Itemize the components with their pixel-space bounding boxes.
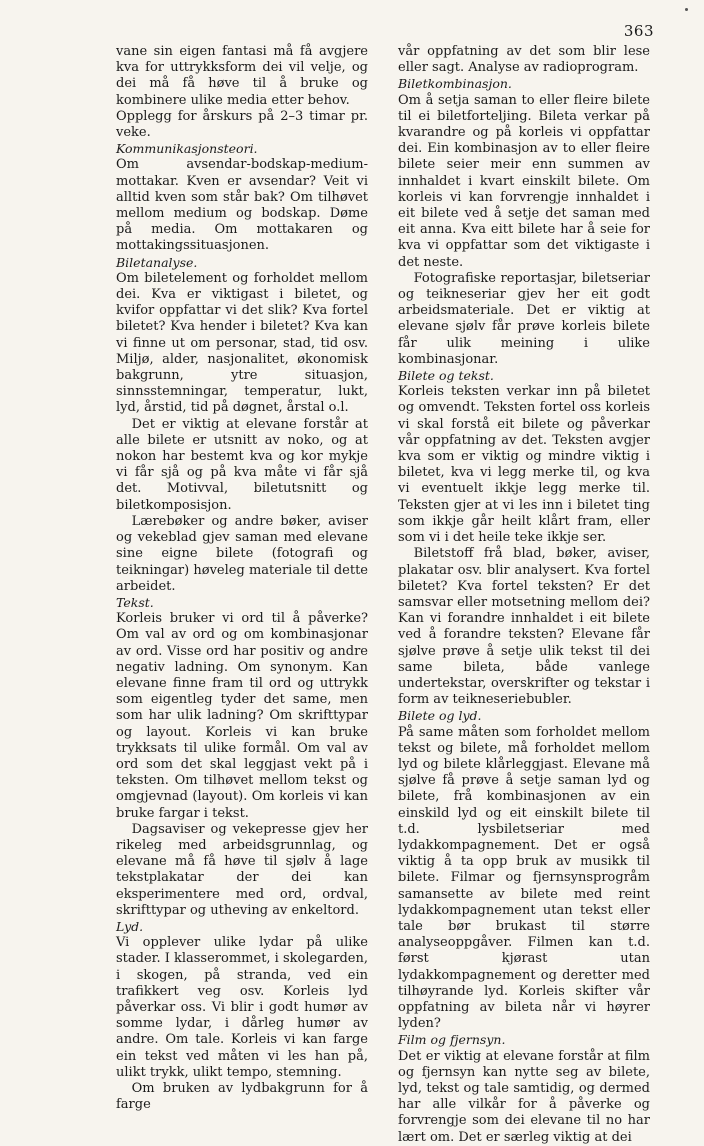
section-heading: Film og fjernsyn. [398,1032,506,1048]
paragraph: Dagsaviser og vekepresse gjev her rikeleg med arbeidsgrunnlag, og elevane må få høve til sjølv å lage tekstplakatar der dei kan eksperimentere med ord, ordval, skrifttypar og utheving av enkeltord. [116,821,368,918]
scan-speck [685,8,688,11]
paragraph: Fotografiske reportasjar, biletseriar og teikneseriar gjev her eit godt arbeidsmateriale. Det er viktig at elevane sjølv får prøve korleis bilete får ulik meining i ulike kombinasjonar. [398,270,650,367]
right-column [398,44,650,1146]
paragraph: Vi opplever ulike lydar på ulike stader. I klasserommet, i skolegarden, i skogen, på stranda, ved ein trafikkert veg osv. Korleis lyd påverkar oss. Vi blir i godt humør av somme lydar, i dårleg humør av andre. Om tale. Korleis vi kan farge ein tekst ved måten vi les han på, ulikt trykk, ulikt tempo, stemning. [116,935,369,1080]
section-heading: Biletkombinasjon. [398,76,512,92]
page-number: 363 [623,22,654,40]
section-heading: Biletanalyse. [116,254,198,270]
paragraph: Om biletelement og forholdet mellom dei. Kva er viktigast i biletet, og kvifor oppfattar vi det slik? Kva fortel biletet? Kva hender i biletet? Kva kan vi finne ut om personar, stad, tid osv. Miljø, alder, nasjonalitet, økonomisk bakgrunn, ytre situasjon, sinnsstemningar, temperatur, lukt, lyd, årstid, tid på døgnet, årstal o.l. [116,270,368,416]
paragraph: Om bruken av lydbakgrunn for å farge [116,1081,368,1113]
paragraph: Korleis teksten verkar inn på biletet og omvendt. Teksten fortel oss korleis vi skal forstå eit bilete og påverkar vår oppfatning av det. Teksten avgjer kva som er viktig og mindre viktig i biletet, kva vi legg merke til, og kva vi eventuelt ikkje legg merke til. Teksten gjer at vi les inn i biletet ting som ikkje går heilt klårt fram, eller som vi i det heile teke ikkje ser. [398,384,650,546]
paragraph: Det er viktig at elevane forstår at alle bilete er utsnitt av noko, og at nokon har bestemt kva og kor mykje vi får sjå og på kva måte vi får sjå det. Motivval, biletutsnitt og biletkomposisjon. [116,416,368,513]
paragraph: Om å setja saman to eller fleire bilete til ei biletforteljing. Bileta verkar på kvarandre og på korleis vi oppfattar dei. Ein kombinasjon av to eller fleire bilete seier meir enn summen av innhaldet i kvart einskilt bilete. Om korleis vi kan forvrengje innhaldet i eit bilete ved å setje det saman med eit anna. Kva eitt bilete har å seie for kva vi oppfattar som det viktigaste i det neste. [398,92,650,270]
left-column [116,44,368,1113]
paragraph: vår oppfatning av det som blir lese eller sagt. Analyse av radioprogram. [398,44,650,76]
section-heading: Tekst. [116,594,154,610]
paragraph: På same måten som forholdet mellom tekst og bilete, må forholdet mellom lyd og bilete klårleggjast. Elevane må sjølve få prøve å setje saman lyd og bilete, frå kombinasjonen av ein einskild lyd og eit einskilt bilete til t.d. lysbiletseriar med lydakkompagnement. Det er også viktig å ta opp bruk av musikk til bilete. Filmar og fjernsynsprogråm samansette av bilete med reint lydakkompagnement utan tekst eller tale bør brukast til større analyseoppgåver. Filmen kan t.d. først kjørast utan lydakkompagnement og deretter med tilhøyrande lyd. Korleis skifter vår oppfatning av bileta når vi høyrer lyden? [398,724,650,1032]
paragraph: Biletstoff frå blad, bøker, aviser, plakatar osv. blir analysert. Kva fortel biletet? Kva fortel teksten? Er det samsvar eller motsetning mellom dei? Kan vi forandre innhaldet i eit bilete ved å forandre teksten? Elevane får sjølve prøve å setje ulik tekst til dei same bileta, både vanlege undertekstar, overskrifter og tekstar i form av teikneseriebubler. [398,546,650,708]
section-heading: Kommunikasjonsteori. [116,141,258,157]
section-heading: Lyd. [116,918,144,934]
section-heading: Bilete og lyd. [398,708,482,724]
paragraph: Om avsendar-bodskap-medium-mottakar. Kven er avsendar? Veit vi alltid kven som står bak? Om tilhøvet mellom medium og bodskap. Døme på media. Om mottakaren og mottakingssituasjonen. [116,157,368,254]
paragraph: Opplegg for årskurs på 2–3 timar pr. veke. [116,108,368,141]
paragraph: Korleis bruker vi ord til å påverke? Om val av ord og om kombinasjonar av ord. Visse ord har positiv og andre negativ ladning. Om synonym. Kan elevane finne fram til ord og uttrykk som eigentleg tyder det same, men som har ulik ladning? Om skrifttypar og layout. Korleis vi kan bruke trykksats til ulike formål. Om val av ord som det skal leggjast vekt på i teksten. Om tilhøvet mellom tekst og omgjevnad (layout). Om korleis vi kan bruke fargar i tekst. [116,611,368,821]
section-heading: Bilete og tekst. [398,368,494,384]
paragraph: Det er viktig at elevane forstår at film og fjernsyn kan nytte seg av bilete, lyd, tekst og tale samtidig, og dermed har alle vilkår for å påverke og forvrengje som dei elevane til no har lært om. Det er særleg viktig at dei [398,1048,650,1145]
paragraph: vane sin eigen fantasi må få avgjere kva for uttrykksform dei vil velje, og dei må få høve til å bruke og kombinere ulike media etter behov. [116,44,368,108]
paragraph: Lærebøker og andre bøker, aviser og vekeblad gjev saman med elevane sine eigne bilete (fotografi og teikningar) høveleg materiale til dette arbeidet. [116,513,368,594]
